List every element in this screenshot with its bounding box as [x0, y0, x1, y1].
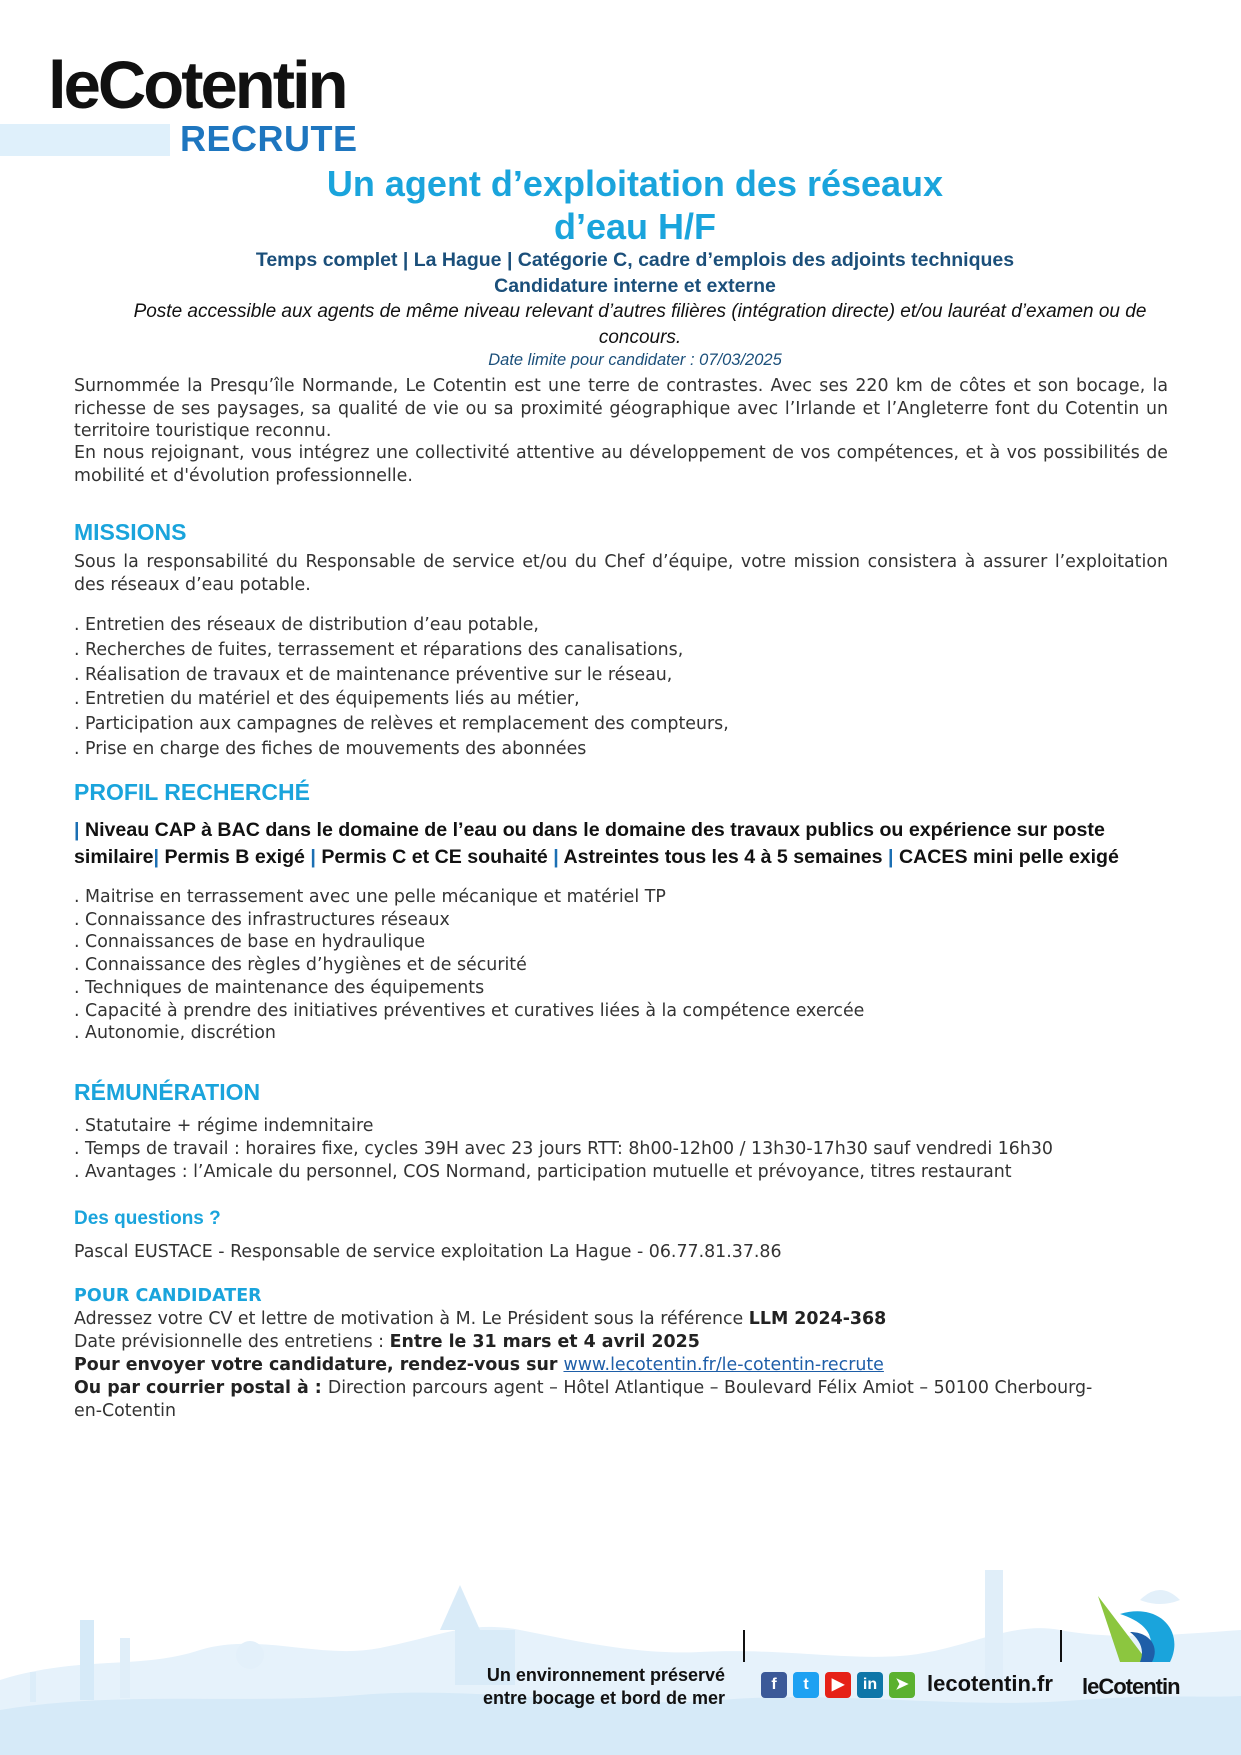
- access-note: Poste accessible aux agents de même niveau relevant d’autres filières (intégration directe) et/ou lauréat d’examen ou de concours.: [133, 301, 1147, 348]
- linkedin-icon[interactable]: in: [857, 1672, 883, 1698]
- requirements: | Niveau CAP à BAC dans le domaine de l’eau ou dans le domaine des travaux publics ou expérience sur poste similaire| Permis B exigé | Permis C et CE souhaité | Astreintes tous les 4 à 5 semaines | CACES mini pelle exigé: [74, 819, 1119, 868]
- apply-online-text: Pour envoyer votre candidature, rendez-vous sur: [74, 1355, 564, 1375]
- list-item: . Techniques de maintenance des équipements: [74, 977, 485, 998]
- postal-address: Direction parcours agent – Hôtel Atlantique – Boulevard Félix Amiot – 50100 Cherbourg-: [327, 1378, 1093, 1398]
- intro-paragraph-2: En nous rejoignant, vous intégrez une collectivité attentive au développement de vos compétences, et à vos possibilités de mobilité et d'évolution professionnelle.: [74, 443, 1168, 486]
- lecotentin-logo: leCotentin: [48, 48, 346, 123]
- contact-line: Pascal EUSTACE - Responsable de service exploitation La Hague - 06.77.81.37.86: [74, 1242, 782, 1262]
- list-item: . Connaissance des règles d’hygiènes et de sécurité: [74, 955, 527, 976]
- list-item: . Prise en charge des fiches de mouvements des abonnées: [74, 738, 587, 759]
- list-item: . Réalisation de travaux et de maintenance préventive sur le réseau,: [74, 664, 673, 685]
- postal-address-end: en-Cotentin: [74, 1401, 176, 1421]
- postal-line: [74, 1380, 1092, 1397]
- footer-landscape-illustration: [0, 1560, 1241, 1755]
- interview-text: Date prévisionnelle des entretiens :: [74, 1332, 390, 1352]
- list-item: . Recherches de fuites, terrassement et réparations des canalisations,: [74, 639, 684, 660]
- missions-heading: MISSIONS: [74, 519, 187, 545]
- list-item: . Participation aux campagnes de relèves et remplacement des compteurs,: [74, 714, 729, 735]
- footer-logo: leCotentin: [1082, 1674, 1180, 1699]
- requirement-diploma: Niveau CAP à BAC dans le domaine de l’eau ou dans le domaine des travaux publics ou expérience sur poste similaire: [74, 819, 1105, 868]
- recrute-label: RECRUTE: [180, 118, 358, 159]
- candidature-type: Candidature interne et externe: [494, 275, 776, 297]
- requirement-permis-b: Permis B exigé: [164, 846, 311, 868]
- candidater-heading: POUR CANDIDATER: [74, 1286, 262, 1306]
- slogan-line-1: Un environnement préservé: [486, 1665, 725, 1685]
- lecotentin-emblem-icon: [1090, 1592, 1185, 1677]
- list-item: . Autonomie, discrétion: [74, 1023, 276, 1044]
- slogan-line-2: entre bocage et bord de mer: [482, 1688, 725, 1708]
- recruitment-link[interactable]: www.lecotentin.fr/le-cotentin-recrute: [563, 1355, 884, 1375]
- list-item: . Connaissance des infrastructures réseaux: [74, 909, 450, 930]
- reference-code: LLM 2024-368: [748, 1309, 887, 1329]
- postal-label: Ou par courrier postal à :: [74, 1378, 328, 1398]
- apply-online-line: [74, 1357, 884, 1374]
- interview-line: [74, 1334, 700, 1351]
- intro-paragraph-1: Surnommée la Presqu’île Normande, Le Cotentin est une terre de contrastes. Avec ses 220 km de côtes et son bocage, la richesse de ses paysages, sa qualité de vie ou sa proximité géographique avec l’Irlande et l’Angleterre font du Cotentin un territoire touristique reconnu.: [74, 376, 1168, 441]
- job-title-line2: d’eau H/F: [553, 206, 717, 247]
- profil-list: [74, 886, 864, 1045]
- send-icon[interactable]: ➤: [889, 1672, 915, 1698]
- twitter-icon[interactable]: t: [793, 1672, 819, 1698]
- cv-line: [74, 1311, 886, 1328]
- list-item: . Capacité à prendre des initiatives préventives et curatives liées à la compétence exercée: [74, 1000, 865, 1021]
- list-item: . Entretien des réseaux de distribution d’eau potable,: [74, 615, 539, 635]
- missions-intro: Sous la responsabilité du Responsable de service et/ou du Chef d’équipe, votre mission consistera à assurer l’exploitation des réseaux d’eau potable.: [74, 552, 1168, 595]
- list-item: . Statutaire + régime indemnitaire: [74, 1116, 374, 1136]
- facebook-icon[interactable]: f: [761, 1672, 787, 1698]
- questions-heading: Des questions ?: [74, 1208, 221, 1229]
- list-item: . Connaissances de base en hydraulique: [74, 932, 426, 953]
- footer-divider: [743, 1630, 745, 1662]
- remuneration-list: [74, 1115, 1053, 1184]
- list-item: . Avantages : l’Amicale du personnel, COS Normand, participation mutuelle et prévoyance, titres restaurant: [74, 1162, 1012, 1182]
- footer-slogan: [455, 1664, 725, 1710]
- logo-band: [0, 124, 170, 156]
- list-item: . Temps de travail : horaires fixe, cycles 39H avec 23 jours RTT: 8h00-12h00 / 13h30-17h30 sauf vendredi 16h30: [74, 1139, 1053, 1159]
- cv-text: Adressez votre CV et lettre de motivation à M. Le Président sous la référence: [74, 1309, 749, 1329]
- application-deadline: Date limite pour candidater : 07/03/2025: [488, 351, 782, 369]
- list-item: . Maitrise en terrassement avec une pelle mécanique et matériel TP: [74, 887, 666, 907]
- profil-heading: PROFIL RECHERCHÉ: [74, 779, 310, 805]
- footer-divider: [1060, 1630, 1062, 1662]
- missions-list: [74, 613, 729, 762]
- website-link[interactable]: lecotentin.fr: [927, 1671, 1053, 1696]
- requirement-caces: CACES mini pelle exigé: [898, 846, 1119, 868]
- requirement-astreintes: Astreintes tous les 4 à 5 semaines: [563, 846, 889, 868]
- remuneration-heading: RÉMUNÉRATION: [74, 1079, 261, 1105]
- youtube-icon[interactable]: ▶: [825, 1672, 851, 1698]
- interview-dates: Entre le 31 mars et 4 avril 2025: [389, 1332, 700, 1352]
- list-item: . Entretien du matériel et des équipements liés au métier,: [74, 689, 580, 710]
- job-title-line1: Un agent d’exploitation des réseaux: [326, 163, 944, 204]
- requirement-permis-c: Permis C et CE souhaité: [321, 846, 554, 868]
- social-links: [761, 1672, 915, 1698]
- job-subtitle: Temps complet | La Hague | Catégorie C, cadre d’emplois des adjoints techniques: [255, 249, 1015, 271]
